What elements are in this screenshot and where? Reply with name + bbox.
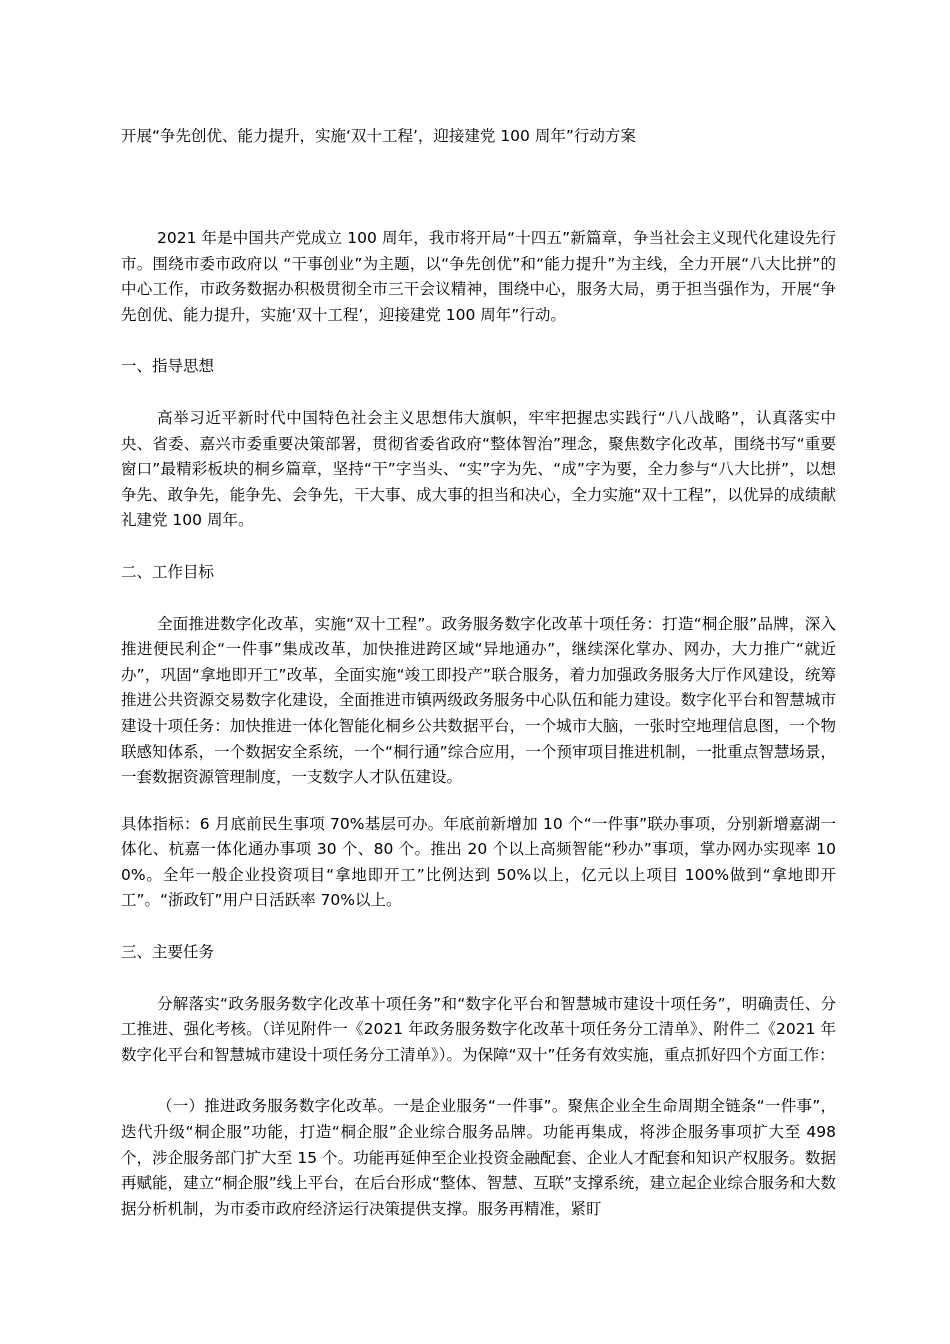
section-heading-guiding-thought: 一、指导思想 [121, 357, 215, 376]
section-item-digital-reform: （一）推进政务服务数字化改革。一是企业服务“一件事”。聚焦企业全生命周期全链条“一件事”，迭代升级“桐企服”功能，打造“桐企服”企业综合服务品牌。功能再集成，将涉企服务事项扩大至 498 个，涉企服务部门扩大至 15 个。功能再延伸至企业投资金融配套、企业人才配套和知识产权服务。数据再赋能，建立“桐企服”线上平台，在后台形成“整体、智慧、互联”支撑系统，建立起企业综合服务和大数据分析机制，为市委市政府经济运行决策提供支撑。服务再精准，紧盯 [121, 1097, 836, 1218]
section-body-work-goals: 全面推进数字化改革，实施“双十工程”。政务服务数字化改革十项任务：打造“桐企服”品牌，深入推进便民利企“一件事”集成改革，加快推进跨区域“异地通办”，继续深化掌办、网办，大力推广“就近办”，巩固“拿地即开工”改革，全面实施“竣工即投产”联合服务，着力加强政务服务大厅作风建设，统筹推进公共资源交易数字化建设，全面推进市镇两级政务服务中心队伍和能力建设。数字化平台和智慧城市建设十项任务：加快推进一体化智能化桐乡公共数据平台，一个城市大脑，一张时空地理信息图，一个物联感知体系，一个数据安全系统，一个“桐行通”综合应用，一个预审项目推进机制，一批重点智慧场景，一套数据资源管理制度，一支数字人才队伍建设。 [121, 614, 836, 787]
section-heading-work-goals: 二、工作目标 [121, 562, 215, 581]
section-body-main-tasks: 分解落实“政务服务数字化改革十项任务”和“数字化平台和智慧城市建设十项任务”，明确责任、分工推进、强化考核。（详见附件一《2021 年政务服务数字化改革十项任务分工清单》、附件二《2021 年数字化平台和智慧城市建设十项任务分工清单》）。为保障“双十”任务有效实施，重点抓好四个方面工作： [121, 994, 836, 1064]
section-body-guiding-thought: 高举习近平新时代中国特色社会主义思想伟大旗帜，牢牢把握忠实践行“八八战略”，认真落实中央、省委、嘉兴市委重要决策部署，贯彻省委省政府“整体智治”理念，聚焦数字化改革，围绕书写“重要窗口”最精彩板块的桐乡篇章，坚持“干”字当头、“实”字为先、“成”字为要，全力参与“八大比拼”，以想争先、敢争先，能争先、会争先，干大事、成大事的担当和决心，全力实施“双十工程”，以优异的成绩献礼建党 100 周年。 [121, 408, 836, 530]
section-metrics-paragraph: 具体指标：6 月底前民生事项 70%基层可办。年底前新增加 10 个“一件事”联办事项，分别新增嘉湖一体化、杭嘉一体化通办事项 30 个、80 个。推出 20 个以上高频智能“秒办”事项，掌办网办实现率 100%。全年一般企业投资项目“拿地即开工”比例达到 50%以上，亿元以上项目 100%做到“拿地即开工”。“浙政钉”用户日活跃率 70%以上。 [121, 814, 836, 910]
section-heading-main-tasks: 三、主要任务 [121, 943, 215, 962]
document-body [121, 226, 836, 1222]
intro-paragraph: 2021 年是中国共产党成立 100 周年，我市将开局“十四五”新篇章，争当社会主义现代化建设先行市。围绕市委市政府以 “干事创业”为主题，以“争先创优”和“能力提升”为主线，全力开展“八大比拼”的中心工作，市政务数据办积极贯彻全市三干会议精神，围绕中心，服务大局，勇于担当强作为，开展“争先创优、能力提升，实施‘双十工程’，迎接建党 100 周年”行动。 [121, 229, 836, 324]
document-title: 开展“争先创优、能力提升，实施‘双十工程’，迎接建党 100 周年”行动方案 [121, 127, 636, 145]
